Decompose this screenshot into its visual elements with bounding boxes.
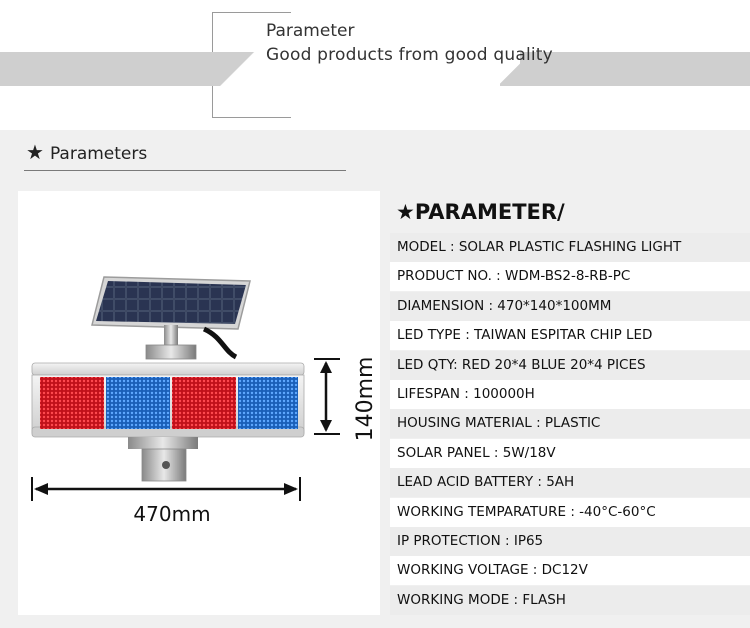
banner-subtitle: Good products from good quality — [266, 45, 553, 65]
panel-mount — [164, 325, 178, 345]
parameter-table-title-label: PARAMETER/ — [414, 200, 565, 224]
parameter-row: SOLAR PANEL : 5W/18V — [390, 439, 750, 468]
parameter-row: HOUSING MATERIAL : PLASTIC — [390, 409, 750, 438]
mount-bracket — [146, 345, 196, 359]
top-banner — [0, 0, 750, 118]
parameter-table-title — [396, 200, 565, 224]
led-module-blue-1 — [106, 377, 170, 429]
banner-title: Parameter — [266, 21, 355, 41]
section-heading-label: Parameters — [49, 144, 148, 164]
width-label: 470mm — [133, 502, 211, 526]
parameter-row: MODEL : SOLAR PLASTIC FLASHING LIGHT — [390, 233, 750, 262]
clamp-bolt — [162, 461, 170, 469]
banner-band-left — [0, 52, 212, 86]
solar-panel — [92, 277, 250, 329]
parameter-row: LEAD ACID BATTERY : 5AH — [390, 468, 750, 497]
section-heading-underline — [24, 170, 346, 171]
height-dimension — [314, 359, 340, 434]
pole-flange — [128, 437, 198, 449]
parameter-row: DIAMENSION : 470*140*100MM — [390, 292, 750, 321]
parameter-table — [390, 191, 750, 615]
parameter-row: LED TYPE : TAIWAN ESPITAR CHIP LED — [390, 321, 750, 350]
led-module-red-2 — [172, 377, 236, 429]
parameter-row: LED QTY: RED 20*4 BLUE 20*4 PICES — [390, 351, 750, 380]
power-cable — [204, 329, 236, 357]
parameter-row: PRODUCT NO. : WDM-BS2-8-RB-PC — [390, 262, 750, 291]
parameter-row: WORKING TEMPARATURE : -40°C-60°C — [390, 498, 750, 527]
star-icon: ★ — [26, 140, 44, 164]
height-label: 140mm — [353, 356, 378, 442]
star-icon: ★ — [396, 200, 415, 224]
parameter-row: WORKING VOLTAGE : DC12V — [390, 556, 750, 585]
banner-band-right — [520, 52, 750, 86]
led-module-red-1 — [40, 377, 104, 429]
parameter-row: IP PROTECTION : IP65 — [390, 527, 750, 556]
product-image-panel — [18, 191, 380, 615]
parameter-row: LIFESPAN : 100000H — [390, 380, 750, 409]
led-module-blue-2 — [238, 377, 298, 429]
section-heading — [26, 140, 147, 164]
product-illustration — [18, 191, 380, 615]
parameter-row: WORKING MODE : FLASH — [390, 586, 750, 615]
